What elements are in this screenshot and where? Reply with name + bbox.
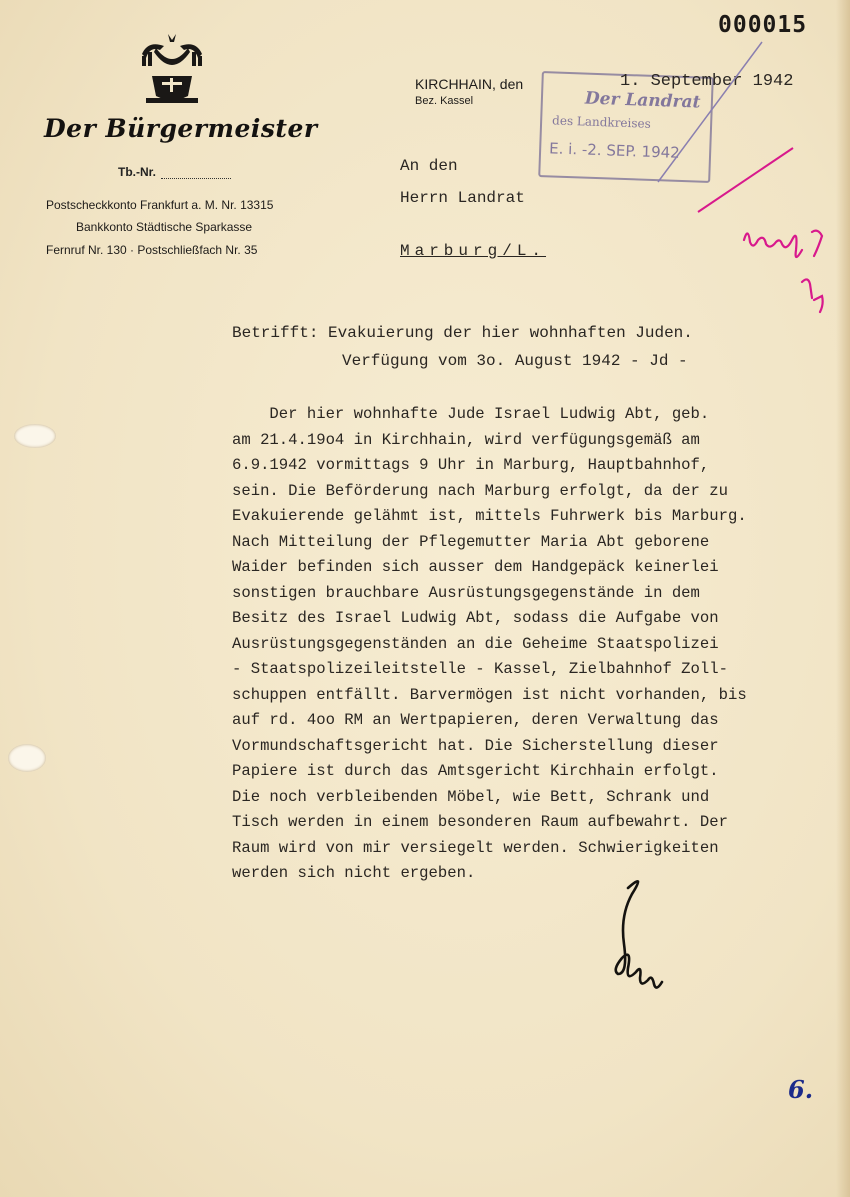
body-line: Tisch werden in einem besonderen Raum aufbewahrt. Der xyxy=(232,813,728,831)
body-line: - Staatspolizeileitstelle - Kassel, Zielbahnhof Zoll- xyxy=(232,660,728,678)
tb-nr-label: Tb.-Nr. xyxy=(118,165,156,179)
letterhead-title: Der Bürgermeister xyxy=(44,114,318,143)
recipient-line-2: Herrn Landrat xyxy=(400,189,525,207)
body-line: Der hier wohnhafte Jude Israel Ludwig Abt, geb. xyxy=(232,405,710,423)
district-line: Bez. Kassel xyxy=(415,95,474,107)
body-line: werden sich nicht ergeben. xyxy=(232,864,476,882)
recipient-line-1: An den xyxy=(400,157,458,175)
stamp-line-2: des Landkreises xyxy=(551,113,652,131)
signature xyxy=(616,881,662,987)
body-line: Nach Mitteilung der Pflegemutter Maria Abt geborene xyxy=(232,532,710,551)
place-line: KIRCHHAIN, den xyxy=(415,76,524,92)
stamp-line-1: Der Landrat xyxy=(584,88,701,113)
subject-line-1: Betrifft: Evakuierung der hier wohnhaften Juden. xyxy=(232,324,693,342)
sender-line-phone: Fernruf Nr. 130 · Postschließfach Nr. 35 xyxy=(46,243,258,257)
body-line: am 21.4.19o4 in Kirchhain, wird verfügungsgemäß am xyxy=(232,430,700,449)
body-line: Papiere ist durch das Amtsgericht Kirchhain erfolgt. xyxy=(232,762,719,780)
sender-line-postscheck: Postscheckkonto Frankfurt a. M. Nr. 13315 xyxy=(46,198,274,212)
body-line: sonstigen brauchbare Ausrüstungsgegenstände in dem xyxy=(232,583,700,602)
stamp-line-3: E. i. -2. SEP. 1942 xyxy=(548,139,681,162)
body-line: Vormundschaftsgericht hat. Die Sicherstellung dieser xyxy=(232,736,719,755)
body-line: Waider befinden sich ausser dem Handgepäck keinerlei xyxy=(232,558,719,576)
sender-line-bank: Bankkonto Städtische Sparkasse xyxy=(76,220,253,234)
subject-line-2: Verfügung vom 3o. August 1942 - Jd - xyxy=(342,352,688,370)
magenta-pencil-stroke xyxy=(698,148,793,212)
punch-hole-bottom xyxy=(8,744,46,772)
punch-hole-top xyxy=(14,424,56,448)
body-line: schuppen entfällt. Barvermögen ist nicht vorhanden, bis xyxy=(232,685,747,704)
recipient-line-3: Marburg/L. xyxy=(400,242,547,260)
body-line: Raum wird von mir versiegelt werden. Schwierigkeiten xyxy=(232,838,719,857)
serial-number: 000015 xyxy=(718,12,808,38)
body-line: 6.9.1942 vormittags 9 Uhr in Marburg, Hauptbahnhof, xyxy=(232,456,710,474)
page-number-annotation: 6. xyxy=(788,1075,814,1104)
body-line: Evakuierende gelähmt ist, mittels Fuhrwerk bis Marburg. xyxy=(232,507,747,525)
letter-date: 1. September 1942 xyxy=(620,72,794,91)
purple-pencil-stroke xyxy=(658,42,762,182)
body-line: Die noch verbleibenden Möbel, wie Bett, Schrank und xyxy=(232,787,710,806)
magenta-handwritten-note xyxy=(744,231,823,312)
body-line: Ausrüstungsgegenständen an die Geheime Staatspolizei xyxy=(232,634,719,653)
body-line: sein. Die Beförderung nach Marburg erfolgt, da der zu xyxy=(232,481,728,500)
body-line: Besitz des Israel Ludwig Abt, sodass die Aufgabe von xyxy=(232,609,719,627)
body-line: auf rd. 4oo RM an Wertpapieren, deren Verwaltung das xyxy=(232,711,719,729)
